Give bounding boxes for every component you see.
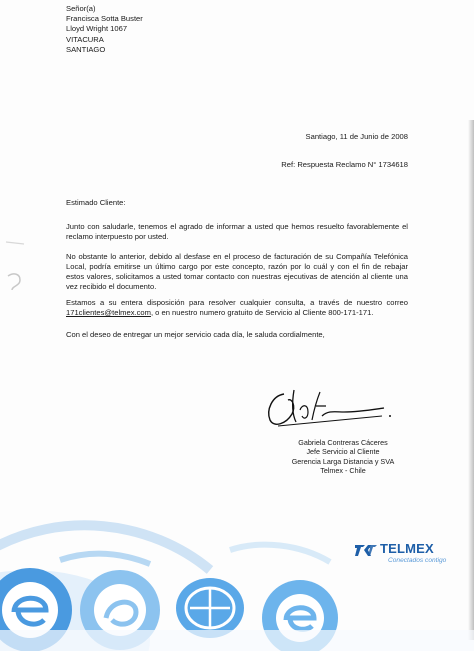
- paragraph-billing-notice: No obstante lo anterior, debido al desfase en el proceso de facturación de su Compañía Telefónica Local, podría emitirse un último cargo por este concepto, razón por lo cuál y con el fin de rebajar estos valores, solicitamos a usted tomar contacto con nuestras ejecutivas de atención al cliente una vez recibido el documento.: [66, 252, 408, 291]
- greeting: Estimado Cliente:: [66, 198, 126, 207]
- signatory-company: Telmex - Chile: [320, 466, 366, 476]
- recipient-salutation: Señor(a): [66, 4, 96, 13]
- decorative-swirl-graphic: [0, 490, 474, 651]
- recipient-street: Lloyd Wright 1067: [66, 24, 128, 34]
- paragraph-closing: Con el deseo de entregar un mejor servicio cada día, le saluda cordialmente,: [66, 330, 325, 339]
- reference-line: Ref: Respuesta Reclamo N° 1734618: [281, 160, 408, 169]
- letter-date: Santiago, 11 de Junio de 2008: [305, 132, 408, 141]
- recipient-commune: VITACURA: [66, 34, 104, 44]
- signatory-department: Gerencia Larga Distancia y SVA: [291, 456, 395, 466]
- logo-tagline: Conectados contigo: [388, 557, 447, 564]
- contact-text-after: , o en nuestro numero gratuito de Servicio al Cliente 800-171-171.: [150, 308, 374, 317]
- paragraph-resolution: Junto con saludarle, tenemos el agrado de informar a usted que hemos resuelto favorablemente el reclamo interpuesto por usted.: [66, 222, 408, 241]
- signatory-name: Gabriela Contreras Cáceres: [298, 438, 388, 447]
- paragraph-contact: [66, 298, 408, 318]
- recipient-name: Francisca Sotta Buster: [66, 14, 143, 24]
- support-email-link[interactable]: 171clientes@telmex.com: [66, 308, 151, 317]
- recipient-city: SANTIAGO: [66, 44, 106, 54]
- contact-text-before: Estamos a su entera disposición para resolver cualquier consulta, a través de nuestro correo: [66, 298, 408, 307]
- logo-name: TELMEX: [380, 541, 434, 556]
- scan-margin-mark: [4, 238, 30, 298]
- signature-block: [268, 438, 418, 476]
- signatory-title: Jefe Servicio al Cliente: [306, 447, 380, 457]
- handwritten-signature: [262, 380, 412, 432]
- recipient-address: [66, 4, 143, 55]
